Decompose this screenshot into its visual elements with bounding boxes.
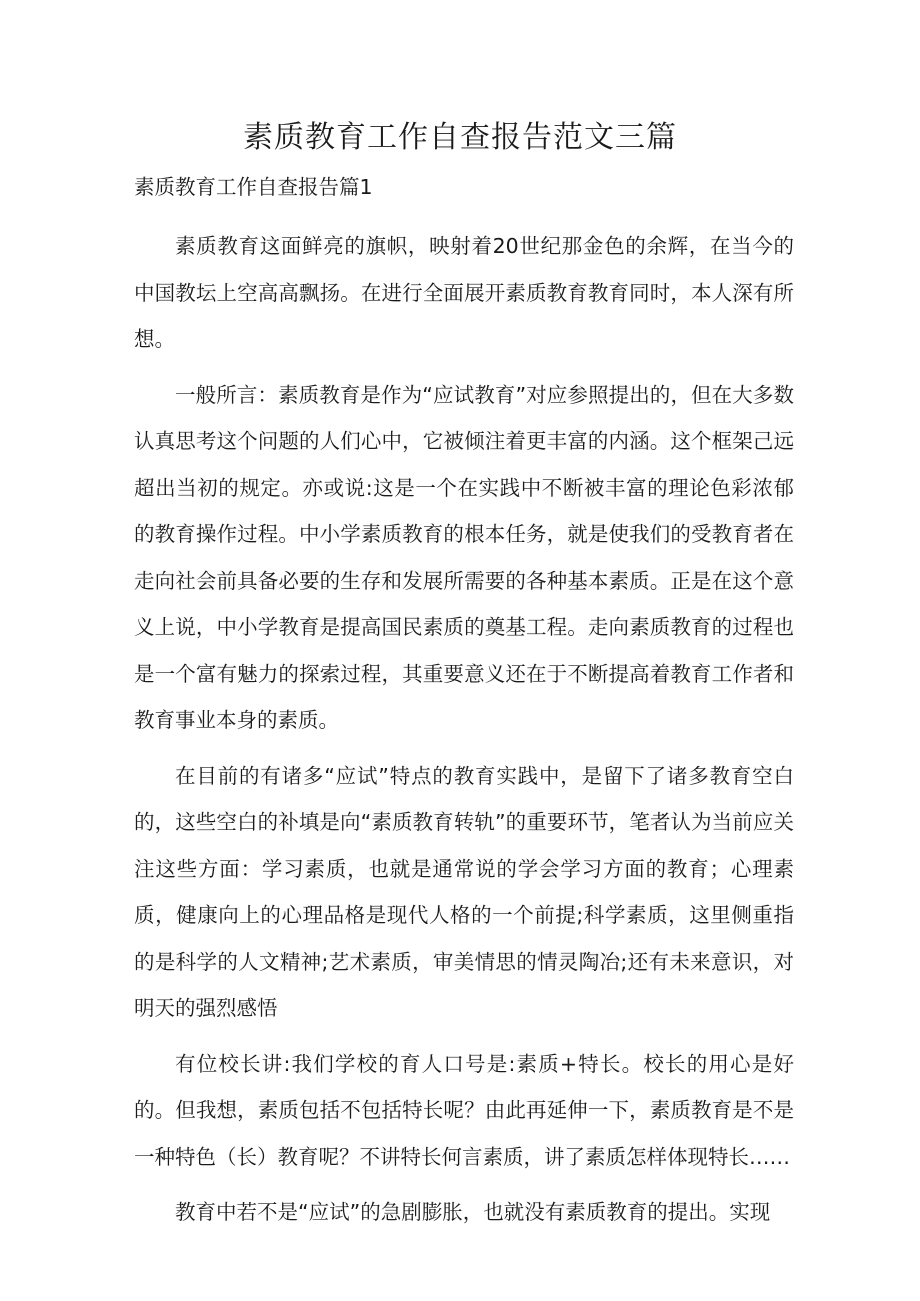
paragraph-3: 在目前的有诸多“应试”特点的教育实践中，是留下了诸多教育空白的，这些空白的补填是向“素质教育转轨”的重要环节，笔者认为当前应关注这些方面：学习素质，也就是通常说的学会学习方面的教育；心理素质，健康向上的心理品格是现代人格的一个前提;科学素质，这里侧重指的是科学的人文精神;艺术素质，审美情思的情灵陶冶;还有未来意识，对明天的强烈感悟 bbox=[134, 763, 794, 1020]
paragraph-4: 有位校长讲:我们学校的育人口号是:素质+特长。校长的用心是好的。但我想，素质包括不包括特长呢？由此再延伸一下，素质教育是不是一种特色（长）教育呢？不讲特长何言素质，讲了素质怎样体现特长…… bbox=[134, 1051, 794, 1169]
paragraph-5: 教育中若不是“应试”的急剧膨胀，也就没有素质教育的提出。实现 bbox=[175, 1200, 771, 1224]
document-title: 素质教育工作自查报告范文三篇 bbox=[243, 120, 677, 155]
paragraph-2: 一般所言：素质教育是作为“应试教育”对应参照提出的，但在大多数认真思考这个问题的人们心中，它被倾注着更丰富的内涵。这个框架己远超出当初的规定。亦或说:这是一个在实践中不断被丰富的理论色彩浓郁的教育操作过程。中小学素质教育的根本任务，就是使我们的受教育者在走向社会前具备必要的生存和发展所需要的各种基本素质。正是在这个意义上说，中小学教育是提高国民素质的奠基工程。走向素质教育的过程也是一个富有魅力的探索过程，其重要意义还在于不断提高着教育工作者和教育事业本身的素质。 bbox=[134, 382, 794, 732]
paragraph-1: 素质教育这面鲜亮的旗帜，映射着20世纪那金色的余辉，在当今的中国教坛上空高高飘扬。在进行全面展开素质教育教育同时，本人深有所想。 bbox=[134, 234, 794, 351]
document-body bbox=[134, 223, 794, 1245]
section-heading: 素质教育工作自查报告篇1 bbox=[134, 175, 373, 199]
